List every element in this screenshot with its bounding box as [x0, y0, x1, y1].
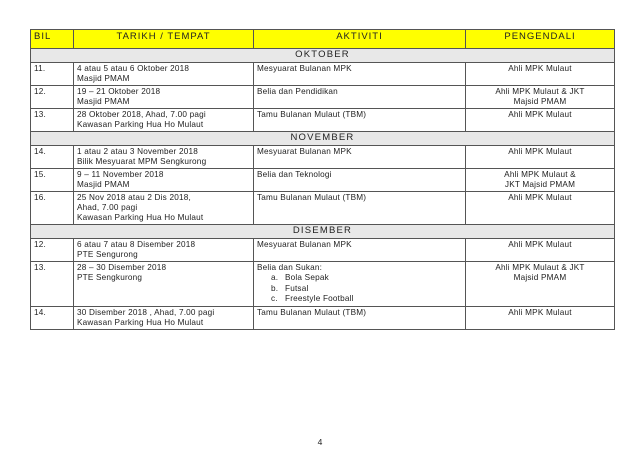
cell-tarikh-tempat [74, 109, 254, 132]
cell-tarikh-tempat [74, 63, 254, 86]
table-row [31, 169, 615, 192]
month-row [31, 132, 615, 146]
table-row [31, 86, 615, 109]
tarikh-line: Kawasan Parking Hua Ho Mulaut [77, 213, 204, 222]
table-row [31, 239, 615, 262]
aktiviti-subitem [271, 273, 462, 284]
tarikh-line: 1 atau 2 atau 3 November 2018 [77, 147, 198, 156]
pengendali-line: Ahli MPK Mulaut & JKT [495, 87, 585, 96]
tarikh-line: 28 – 30 Disember 2018 [77, 263, 167, 272]
tarikh-line: Masjid PMAM [77, 97, 130, 106]
cell-tarikh-tempat [74, 306, 254, 329]
subitem-text: Futsal [285, 283, 309, 293]
cell-tarikh-tempat [74, 169, 254, 192]
cell-aktiviti [254, 192, 466, 225]
aktiviti-text: Tamu Bulanan Mulaut (TBM) [257, 307, 367, 317]
table-header [31, 30, 615, 49]
pengendali-line: JKT Majsid PMAM [504, 180, 576, 189]
tarikh-line: 4 atau 5 atau 6 Oktober 2018 [77, 64, 190, 73]
subitem-text: Freestyle Football [285, 294, 354, 303]
table-row [31, 192, 615, 225]
table-row [31, 109, 615, 132]
pengendali-line: Ahli MPK Mulaut [508, 193, 572, 202]
table-row [31, 146, 615, 169]
cell-pengendali [466, 86, 615, 109]
pengendali-line: Ahli MPK Mulaut [508, 307, 572, 317]
tarikh-line: Bilik Mesyuarat MPM Sengkurong [77, 157, 207, 166]
cell-aktiviti [254, 262, 466, 307]
cell-tarikh-tempat [74, 262, 254, 307]
cell-bil: 11. [31, 63, 74, 86]
cell-aktiviti [254, 109, 466, 132]
cell-bil: 14. [31, 146, 74, 169]
month-heading: NOVEMBER [31, 132, 615, 146]
cell-aktiviti [254, 306, 466, 329]
cell-tarikh-tempat [74, 192, 254, 225]
aktiviti-text: Mesyuarat Bulanan MPK [257, 64, 352, 73]
cell-pengendali [466, 192, 615, 225]
cell-tarikh-tempat [74, 146, 254, 169]
aktiviti-text: Belia dan Sukan: [257, 263, 323, 272]
schedule-table [30, 29, 615, 330]
pengendali-line: Ahli MPK Mulaut & JKT [495, 263, 585, 272]
pengendali-line: Ahli MPK Mulaut [508, 64, 572, 73]
tarikh-line: Kawasan Parking Hua Ho Mulaut [77, 317, 204, 327]
tarikh-line: 9 – 11 November 2018 [77, 170, 164, 179]
cell-pengendali [466, 109, 615, 132]
tarikh-line: PTE Sengurong [77, 250, 138, 259]
cell-aktiviti [254, 169, 466, 192]
cell-bil: 13. [31, 262, 74, 307]
cell-bil: 12. [31, 239, 74, 262]
tarikh-line: 28 Oktober 2018, Ahad, 7.00 pagi [77, 110, 206, 119]
aktiviti-text: Tamu Bulanan Mulaut (TBM) [257, 193, 367, 202]
subitem-marker: c. [271, 294, 278, 303]
header-aktiviti: AKTIVITI [254, 30, 466, 49]
pengendali-line: Majsid PMAM [513, 273, 567, 282]
cell-pengendali [466, 262, 615, 307]
tarikh-line: PTE Sengkurong [77, 273, 143, 282]
table-row [31, 306, 615, 329]
cell-aktiviti [254, 63, 466, 86]
cell-pengendali [466, 63, 615, 86]
cell-bil: 12. [31, 86, 74, 109]
pengendali-line: Majsid PMAM [513, 97, 567, 106]
header-pengendali: PENGENDALI [466, 30, 615, 49]
aktiviti-sublist [257, 273, 462, 305]
subitem-text: Bola Sepak [285, 273, 329, 282]
tarikh-line: 25 Nov 2018 atau 2 Dis 2018, [77, 193, 191, 202]
tarikh-line: Kawasan Parking Hua Ho Mulaut [77, 120, 204, 129]
cell-tarikh-tempat [74, 86, 254, 109]
aktiviti-subitem [271, 284, 462, 295]
month-row [31, 225, 615, 239]
cell-bil: 16. [31, 192, 74, 225]
header-tarikh-tempat: TARIKH / TEMPAT [74, 30, 254, 49]
header-bil: BIL [31, 30, 74, 49]
pengendali-line: Ahli MPK Mulaut [508, 240, 572, 249]
cell-pengendali [466, 239, 615, 262]
cell-pengendali [466, 306, 615, 329]
header-row [31, 30, 615, 49]
month-row [31, 49, 615, 63]
subitem-marker: a. [271, 273, 279, 282]
pengendali-line: Ahli MPK Mulaut [508, 110, 572, 119]
subitem-marker: b. [271, 283, 279, 293]
cell-pengendali [466, 146, 615, 169]
tarikh-line: 19 – 21 Oktober 2018 [77, 87, 161, 96]
table-row [31, 63, 615, 86]
cell-aktiviti [254, 239, 466, 262]
month-heading: OKTOBER [31, 49, 615, 63]
page-number: 4 [317, 437, 323, 447]
tarikh-line: 6 atau 7 atau 8 Disember 2018 [77, 240, 196, 249]
cell-bil: 15. [31, 169, 74, 192]
aktiviti-text: Mesyuarat Bulanan MPK [257, 147, 352, 156]
cell-bil: 13. [31, 109, 74, 132]
tarikh-line: Ahad, 7.00 pagi [77, 203, 138, 212]
aktiviti-text: Belia dan Pendidikan [257, 87, 338, 96]
cell-bil: 14. [31, 306, 74, 329]
table-row [31, 262, 615, 307]
tarikh-line: 30 Disember 2018 , Ahad, 7.00 pagi [77, 307, 215, 317]
cell-pengendali [466, 169, 615, 192]
tarikh-line: Masjid PMAM [77, 180, 130, 189]
cell-aktiviti [254, 86, 466, 109]
aktiviti-text: Belia dan Teknologi [257, 170, 332, 179]
aktiviti-text: Tamu Bulanan Mulaut (TBM) [257, 110, 367, 119]
pengendali-line: Ahli MPK Mulaut [508, 147, 572, 156]
tarikh-line: Masjid PMAM [77, 74, 130, 83]
cell-tarikh-tempat [74, 239, 254, 262]
aktiviti-subitem [271, 294, 462, 305]
month-heading: DISEMBER [31, 225, 615, 239]
pengendali-line: Ahli MPK Mulaut & [504, 170, 576, 179]
table-body [31, 49, 615, 330]
cell-aktiviti [254, 146, 466, 169]
aktiviti-text: Mesyuarat Bulanan MPK [257, 240, 352, 249]
